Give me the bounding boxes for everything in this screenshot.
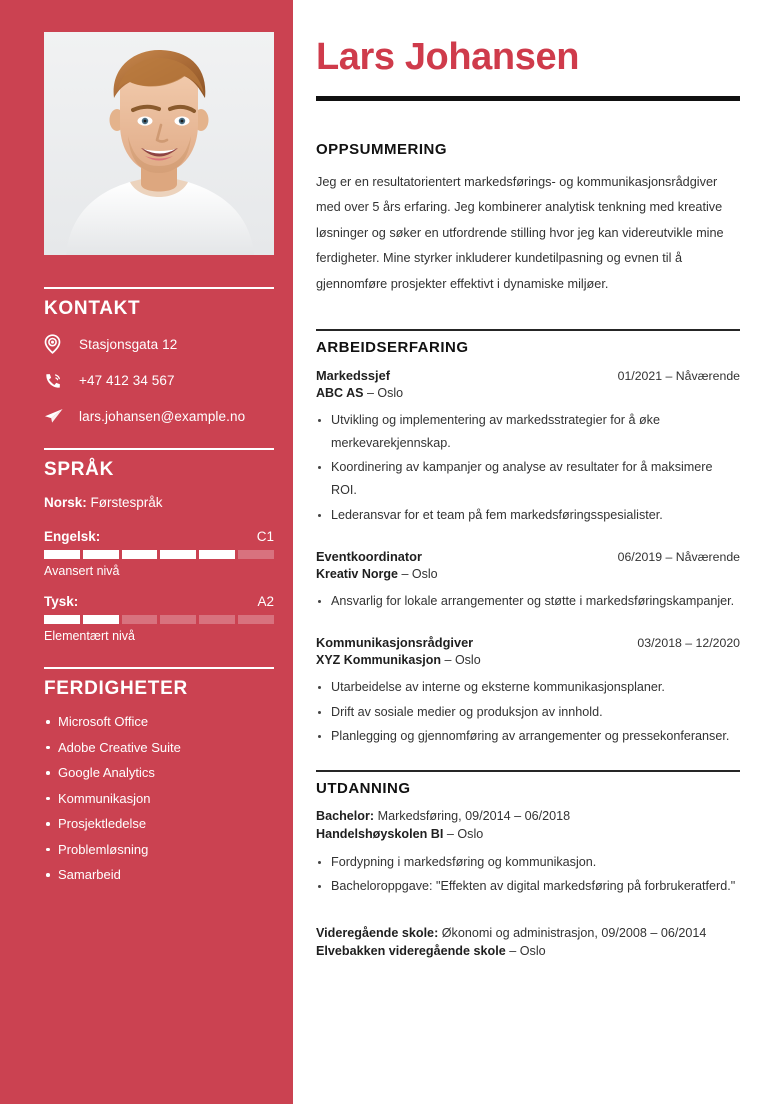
separator: –: [363, 385, 378, 400]
job-company-line: [316, 567, 740, 581]
education-degree-label: Bachelor:: [316, 808, 375, 823]
education-entry: [316, 809, 740, 899]
list-item: Bacheloroppgave: "Effekten av digital markedsføring på forbrukeratferd.": [316, 875, 740, 898]
list-item: Microsoft Office: [44, 714, 275, 729]
job-company: XYZ Kommunikasjon: [316, 653, 442, 668]
language-native-value: Førstespråk: [90, 495, 163, 510]
language-level-badge: C1: [256, 529, 274, 544]
job-bullets: [316, 676, 740, 748]
job-company: ABC AS: [316, 385, 364, 400]
phone-icon: [44, 370, 70, 390]
sidebar: [0, 0, 293, 1104]
education-school: Handelshøyskolen BI: [316, 826, 444, 841]
list-item: Utarbeidelse av interne og eksterne kommunikasjonsplaner.: [316, 676, 740, 699]
bar-segment: [238, 615, 274, 624]
education-school: Elvebakken videregående skole: [316, 944, 506, 959]
paper-plane-icon: [44, 406, 70, 426]
title-divider: [316, 96, 740, 101]
list-item: Utvikling og implementering av markedsstrategier for å øke merkevarekjennskap.: [316, 409, 740, 456]
language-label: Tysk:: [44, 594, 79, 609]
job-location: Oslo: [411, 567, 438, 581]
list-item: Koordinering av kampanjer og analyse av resultater for å maksimere ROI.: [316, 456, 740, 503]
education-location: Oslo: [457, 826, 484, 841]
section-divider: [316, 329, 740, 331]
list-item: Problemløsning: [44, 842, 275, 857]
separator: –: [443, 826, 458, 841]
job-title: Eventkoordinator: [316, 549, 422, 564]
job-company: Kreativ Norge: [316, 567, 398, 581]
list-item: Prosjektledelse: [44, 816, 275, 831]
job-bullets: [316, 409, 740, 527]
contact-section: [44, 287, 275, 426]
experience-entry: [316, 368, 740, 527]
bar-segment: [83, 550, 119, 559]
job-dates: 01/2021 – Nåværende: [617, 368, 740, 383]
education-degree-label: Videregående skole:: [316, 926, 439, 941]
job-title: Kommunikasjonsrådgiver: [316, 635, 474, 651]
skills-section: [44, 667, 275, 882]
location-pin-icon: [44, 334, 70, 354]
job-company-line: [316, 653, 740, 667]
language-label: Engelsk:: [44, 529, 101, 544]
summary-section: [316, 141, 740, 297]
list-item: Kommunikasjon: [44, 791, 275, 806]
job-location: Oslo: [454, 653, 481, 668]
contact-email-value: lars.johansen@example.no: [79, 408, 246, 424]
main-content: [316, 0, 740, 962]
education-degree-line: [316, 809, 740, 823]
languages-section: [44, 448, 275, 643]
contact-item-email[interactable]: [44, 406, 275, 426]
bar-segment: [44, 615, 80, 624]
bar-segment: [199, 550, 235, 559]
skills-heading: FERDIGHETER: [44, 678, 188, 699]
list-item: Ansvarlig for lokale arrangementer og støtte i markedsføringskampanjer.: [316, 590, 740, 613]
summary-text: Jeg er en resultatorientert markedsførings- og kommunikasjonsrådgiver med over 5 års erfaring. Jeg kombinerer analytisk tenkning med kreative løsninger og søker en utfordrende stilling hvor jeg kan videreutvikle mine ferdigheter. Mine styrker inkluderer kundetilpasning og evnen til å gjennomføre prosjekter effektivt i dynamiske miljøer.: [316, 174, 724, 291]
list-item: Lederansvar for et team på fem markedsføringsspesialister.: [316, 504, 740, 527]
contact-item-phone[interactable]: [44, 370, 275, 390]
experience-heading: ARBEIDSERFARING: [316, 338, 469, 356]
language-description: Elementært nivå: [44, 629, 136, 643]
job-dates: 06/2019 – Nåværende: [617, 550, 740, 564]
language-proficiency-bar: [44, 550, 274, 559]
job-company-line: [316, 386, 740, 400]
list-item: Google Analytics: [44, 765, 275, 780]
language-item-german: [44, 594, 275, 643]
education-school-line: [316, 944, 740, 958]
section-divider: [44, 448, 274, 450]
separator: –: [441, 653, 455, 668]
education-section: [316, 770, 740, 958]
skills-list: [44, 714, 275, 882]
education-entry: [316, 926, 740, 958]
bar-segment: [238, 550, 274, 559]
list-item: Planlegging og gjennomføring av arrangementer og pressekonferanser.: [316, 725, 740, 748]
experience-entry: [316, 635, 740, 748]
language-native: [44, 495, 275, 510]
job-dates: 03/2018 – 12/2020: [637, 636, 740, 651]
education-degree-value: Økonomi og administrasjon, 09/2008 – 06/2014: [441, 926, 707, 941]
job-bullets: [316, 590, 740, 613]
experience-section: [316, 329, 740, 748]
job-title: Markedssjef: [316, 367, 390, 383]
list-item: Drift av sosiale medier og produksjon av innhold.: [316, 701, 740, 724]
job-location: Oslo: [377, 385, 404, 400]
contact-phone-value: +47 412 34 567: [79, 372, 175, 388]
education-school-line: [316, 827, 740, 841]
education-heading: UTDANNING: [316, 779, 411, 797]
contact-heading: KONTAKT: [44, 298, 141, 319]
language-description: Avansert nivå: [44, 564, 120, 578]
bar-segment: [44, 550, 80, 559]
separator: –: [397, 567, 412, 581]
education-degree-line: [316, 926, 740, 940]
languages-heading: SPRÅK: [44, 459, 115, 480]
separator: –: [505, 944, 520, 959]
summary-heading: OPPSUMMERING: [316, 140, 448, 158]
bar-segment: [160, 615, 196, 624]
education-bullets: [316, 851, 740, 899]
education-degree-value: Markedsføring, 09/2014 – 06/2018: [377, 808, 571, 823]
language-level-badge: A2: [257, 594, 274, 609]
bar-segment: [122, 550, 158, 559]
bar-segment: [83, 615, 119, 624]
contact-item-address[interactable]: [44, 334, 275, 354]
contact-address-value: Stasjonsgata 12: [79, 336, 178, 352]
bar-segment: [199, 615, 235, 624]
section-divider: [44, 287, 274, 289]
education-location: Oslo: [519, 944, 546, 959]
bar-segment: [160, 550, 196, 559]
section-divider: [44, 667, 274, 669]
bar-segment: [122, 615, 158, 624]
language-proficiency-bar: [44, 615, 274, 624]
experience-entry: [316, 549, 740, 613]
profile-photo: [44, 32, 274, 255]
section-divider: [316, 770, 740, 772]
language-native-label: Norsk:: [44, 495, 87, 510]
spacer: [316, 908, 740, 926]
list-item: Adobe Creative Suite: [44, 740, 275, 755]
page-title: Lars Johansen: [316, 36, 580, 78]
language-item-english: [44, 529, 275, 578]
list-item: Samarbeid: [44, 867, 275, 882]
list-item: Fordypning i markedsføring og kommunikasjon.: [316, 851, 740, 874]
